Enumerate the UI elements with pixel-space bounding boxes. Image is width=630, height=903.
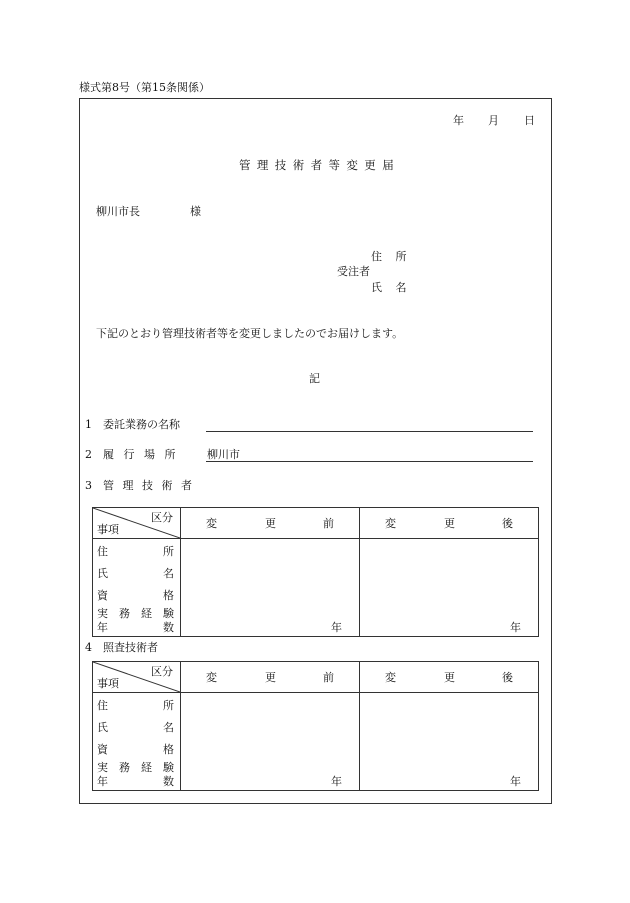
row-name-2: 名	[163, 567, 174, 580]
date-day-label: 日	[524, 114, 535, 127]
row-years-2: 数	[163, 621, 174, 634]
addressee-honorific: 様	[190, 205, 201, 218]
row-address-1: 住	[97, 545, 108, 558]
ki-heading: 記	[309, 372, 320, 385]
applicant-name-label: 氏 名	[371, 281, 407, 294]
header-item: 事項	[97, 677, 119, 690]
after-header-3: 後	[502, 671, 513, 684]
before-header-2: 更	[265, 671, 276, 684]
after-header-2: 更	[444, 517, 455, 530]
item-1-number: 1	[85, 418, 92, 431]
row-experience-1: 実	[97, 607, 108, 620]
header-division: 区分	[151, 665, 173, 678]
after-header-1: 変	[385, 517, 396, 530]
item-2-underline	[206, 461, 533, 462]
item-4-label: 照査技術者	[103, 641, 158, 654]
before-header-3: 前	[323, 671, 334, 684]
date-month-label: 月	[488, 114, 499, 127]
item-1-label: 委託業務の名称	[103, 418, 180, 431]
row-address-2: 所	[163, 699, 174, 712]
item-1-underline	[206, 431, 533, 432]
row-address-2: 所	[163, 545, 174, 558]
header-division: 区分	[151, 511, 173, 524]
header-item: 事項	[97, 523, 119, 536]
row-experience-4: 験	[163, 761, 174, 774]
row-address-1: 住	[97, 699, 108, 712]
manager-change-table	[92, 507, 539, 637]
row-name-1: 氏	[97, 567, 108, 580]
before-header-3: 前	[323, 517, 334, 530]
before-header-2: 更	[265, 517, 276, 530]
applicant-address-label: 住 所	[371, 250, 407, 263]
after-years-unit: 年	[510, 621, 521, 634]
before-header-1: 変	[206, 517, 217, 530]
item-4-number: 4	[85, 641, 92, 654]
item-3-label: 管 理 技 術 者	[103, 479, 192, 492]
row-qualification-2: 格	[163, 743, 174, 756]
row-qualification-1: 資	[97, 743, 108, 756]
row-experience-3: 経	[141, 607, 152, 620]
after-header-2: 更	[444, 671, 455, 684]
after-header-1: 変	[385, 671, 396, 684]
row-years-1: 年	[97, 621, 108, 634]
item-2-number: 2	[85, 448, 92, 461]
row-name-2: 名	[163, 721, 174, 734]
row-experience-3: 経	[141, 761, 152, 774]
form-number: 様式第8号（第15条関係）	[79, 81, 210, 94]
item-3-number: 3	[85, 479, 92, 492]
before-years-unit: 年	[331, 775, 342, 788]
row-qualification-1: 資	[97, 589, 108, 602]
after-years-unit: 年	[510, 775, 521, 788]
row-experience-4: 験	[163, 607, 174, 620]
row-experience-1: 実	[97, 761, 108, 774]
applicant-role-label: 受注者	[337, 265, 370, 278]
before-header-1: 変	[206, 671, 217, 684]
row-years-1: 年	[97, 775, 108, 788]
date-year-label: 年	[453, 114, 464, 127]
row-experience-2: 務	[119, 607, 130, 620]
document-title: 管理技術者等変更届	[239, 158, 401, 172]
item-2-value: 柳川市	[207, 448, 240, 461]
addressee-name: 柳川市長	[96, 205, 140, 218]
after-header-3: 後	[502, 517, 513, 530]
statement: 下記のとおり管理技術者等を変更しましたのでお届けします。	[96, 327, 404, 340]
row-years-2: 数	[163, 775, 174, 788]
row-name-1: 氏	[97, 721, 108, 734]
item-2-label: 履 行 場 所	[103, 448, 176, 461]
checker-change-table	[92, 661, 539, 791]
row-experience-2: 務	[119, 761, 130, 774]
row-qualification-2: 格	[163, 589, 174, 602]
before-years-unit: 年	[331, 621, 342, 634]
